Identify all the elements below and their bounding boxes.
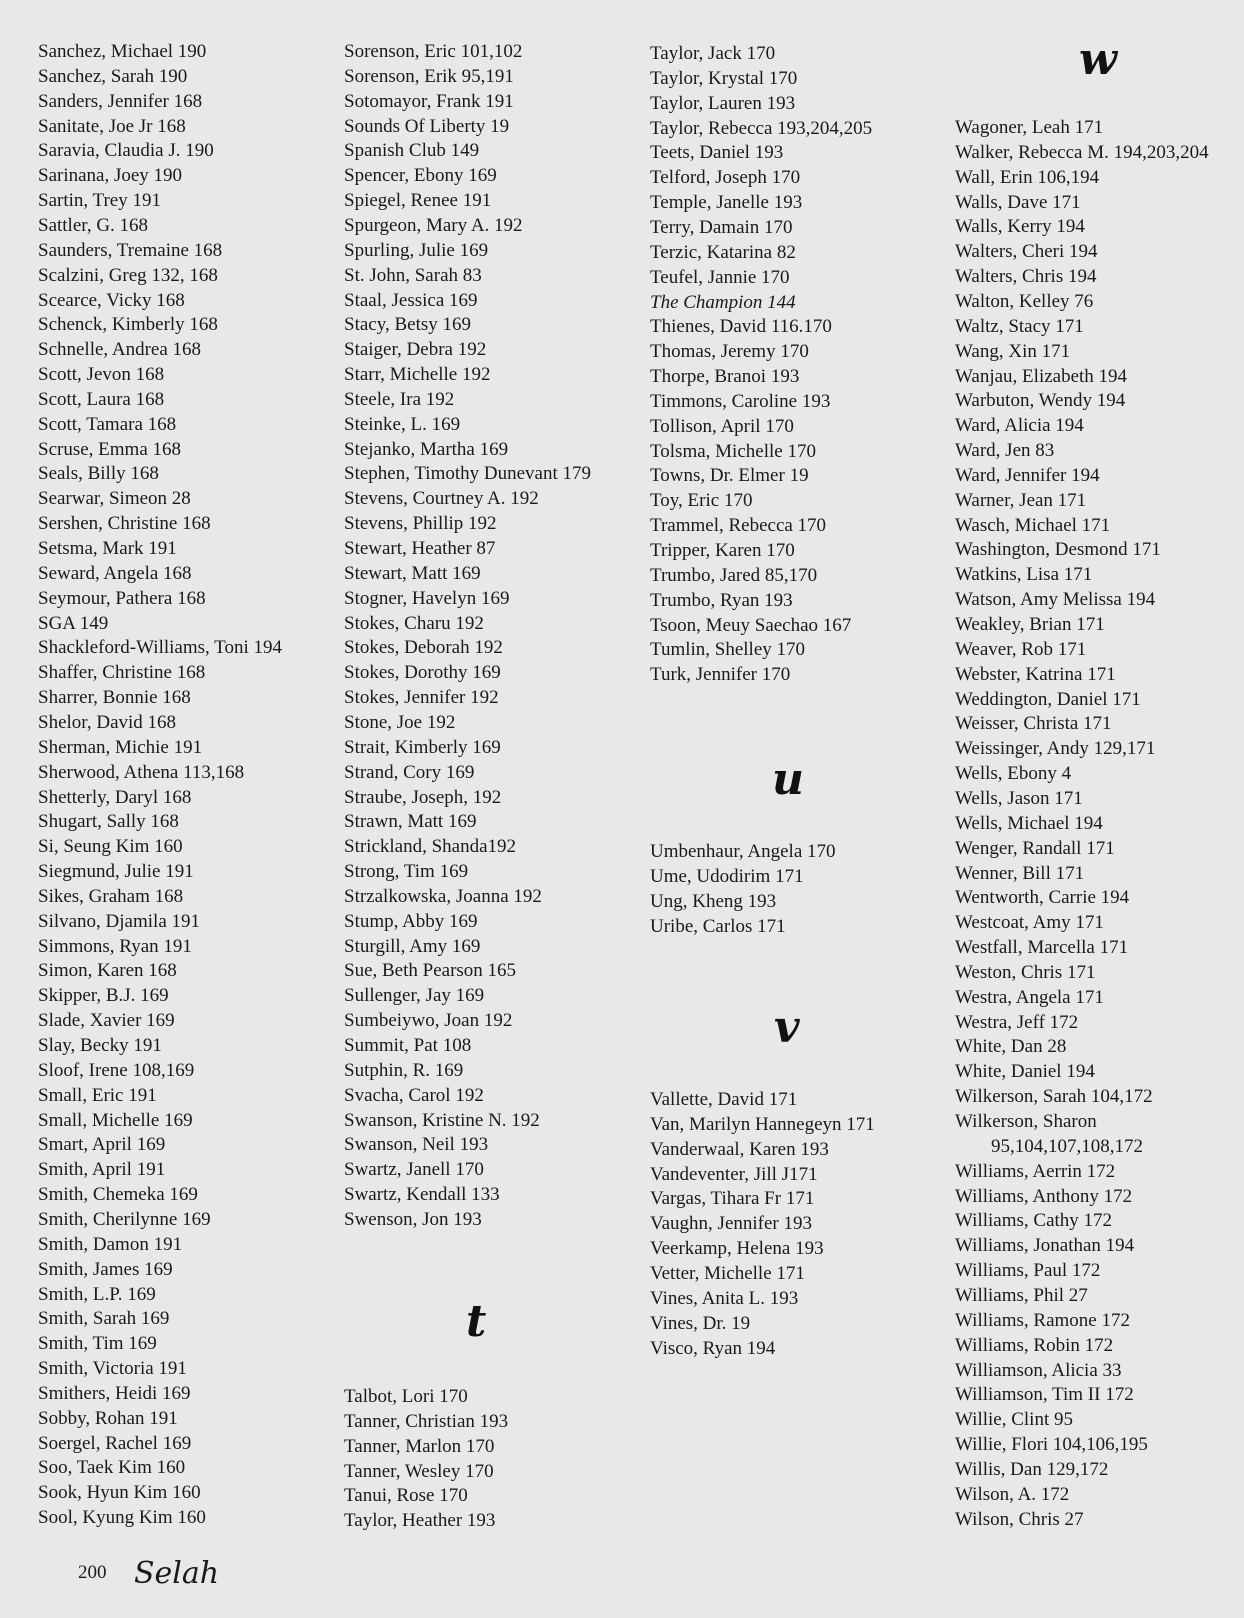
index-entry: Wells, Michael 194 bbox=[955, 812, 1103, 834]
index-entry: Wang, Xin 171 bbox=[955, 340, 1071, 362]
index-entry: The Champion 144 bbox=[650, 291, 796, 313]
index-entry: Wagoner, Leah 171 bbox=[955, 117, 1104, 138]
index-entry: Timmons, Caroline 193 bbox=[650, 390, 831, 412]
index-entry: Setsma, Mark 191 bbox=[38, 538, 177, 559]
index-entry: Wenger, Randall 171 bbox=[955, 837, 1115, 859]
index-entry: Stewart, Matt 169 bbox=[344, 562, 481, 584]
index-entry: Trammel, Rebecca 170 bbox=[650, 515, 827, 537]
index-entry: Shetterly, Daryl 168 bbox=[38, 786, 192, 808]
index-entry: Tumlin, Shelley 170 bbox=[650, 639, 806, 661]
index-entry: Stogner, Havelyn 169 bbox=[344, 587, 510, 609]
index-entry: Wenner, Bill 171 bbox=[955, 862, 1085, 884]
index-entry: Weissinger, Andy 129,171 bbox=[955, 738, 1156, 760]
index-entry: Ward, Jennifer 194 bbox=[955, 464, 1100, 486]
index-entry: Thomas, Jeremy 170 bbox=[650, 341, 809, 363]
index-entry: Sumbeiywo, Joan 192 bbox=[344, 1010, 513, 1032]
index-entry: Slay, Becky 191 bbox=[38, 1035, 162, 1056]
index-entry: Swartz, Kendall 133 bbox=[344, 1184, 500, 1206]
index-entry: Temple, Janelle 193 bbox=[650, 192, 803, 214]
index-entry: White, Dan 28 bbox=[955, 1036, 1067, 1058]
index-entry: Williams, Anthony 172 bbox=[955, 1185, 1133, 1207]
index-entry: Straube, Joseph, 192 bbox=[344, 786, 502, 808]
index-entry: Weaver, Rob 171 bbox=[955, 638, 1087, 660]
index-entry: Saravia, Claudia J. 190 bbox=[38, 140, 214, 162]
index-entry: Sherwood, Athena 113,168 bbox=[38, 761, 245, 783]
index-entry: Summit, Pat 108 bbox=[344, 1035, 472, 1056]
index-entry: Staal, Jessica 169 bbox=[344, 289, 478, 311]
index-entry: Towns, Dr. Elmer 19 bbox=[650, 465, 809, 487]
index-entry: Vargas, Tihara Fr 171 bbox=[650, 1188, 815, 1210]
index-entry: Terzic, Katarina 82 bbox=[650, 241, 796, 263]
index-entry: Wells, Jason 171 bbox=[955, 787, 1083, 809]
index-entry: Wasch, Michael 171 bbox=[955, 514, 1111, 536]
index-entry: Scott, Laura 168 bbox=[38, 388, 165, 410]
index-entry: Tanui, Rose 170 bbox=[344, 1485, 468, 1507]
index-entry: Vaughn, Jennifer 193 bbox=[650, 1213, 812, 1235]
index-entry: Sharrer, Bonnie 168 bbox=[38, 687, 191, 709]
index-entry: Watson, Amy Melissa 194 bbox=[955, 589, 1156, 611]
index-entry: Stone, Joe 192 bbox=[344, 711, 456, 733]
index-entry: Smith, James 169 bbox=[38, 1258, 173, 1280]
index-entry: Sanders, Jennifer 168 bbox=[38, 90, 203, 112]
index-entry: Simon, Karen 168 bbox=[38, 960, 177, 982]
index-entry: Tolsma, Michelle 170 bbox=[650, 440, 816, 462]
index-entry: Walls, Kerry 194 bbox=[955, 216, 1085, 238]
index-entry: Smith, Damon 191 bbox=[38, 1233, 183, 1255]
index-entry: Umbenhaur, Angela 170 bbox=[650, 841, 836, 862]
index-entry: Tsoon, Meuy Saechao 167 bbox=[650, 614, 852, 636]
index-entry: Sanchez, Sarah 190 bbox=[38, 65, 188, 87]
index-entry: Trumbo, Jared 85,170 bbox=[650, 564, 818, 586]
index-entry: Williams, Robin 172 bbox=[955, 1334, 1114, 1356]
index-entry: Sherman, Michie 191 bbox=[38, 736, 203, 758]
index-entry: Wilson, A. 172 bbox=[955, 1483, 1070, 1505]
index-entry: Vines, Anita L. 193 bbox=[650, 1287, 799, 1309]
publication-title: Selah bbox=[134, 1556, 220, 1591]
index-entry: Swenson, Jon 193 bbox=[344, 1208, 482, 1230]
section-letter: w bbox=[1079, 34, 1117, 85]
index-entry: Tanner, Wesley 170 bbox=[344, 1460, 494, 1482]
index-entry: Tollison, April 170 bbox=[650, 415, 794, 437]
index-entry: Vetter, Michelle 171 bbox=[650, 1262, 805, 1284]
index-entry: Tripper, Karen 170 bbox=[650, 540, 795, 561]
index-entry: Scruse, Emma 168 bbox=[38, 438, 182, 460]
index-entry: Smith, Tim 169 bbox=[38, 1333, 157, 1355]
index-entry: Sullenger, Jay 169 bbox=[344, 985, 485, 1007]
index-entry: Soo, Taek Kim 160 bbox=[38, 1457, 186, 1479]
index-entry: Warbuton, Wendy 194 bbox=[955, 390, 1126, 412]
index-entry: Sutphin, R. 169 bbox=[344, 1059, 464, 1081]
index-entry: Sanitate, Joe Jr 168 bbox=[38, 115, 186, 137]
index-entry: Strzalkowska, Joanna 192 bbox=[344, 885, 542, 907]
index-entry: Ung, Kheng 193 bbox=[650, 890, 777, 912]
index-entry: Wentworth, Carrie 194 bbox=[955, 887, 1130, 909]
index-entry: Spurling, Julie 169 bbox=[344, 239, 489, 261]
index-entry: Small, Michelle 169 bbox=[38, 1109, 193, 1131]
index-entry: Willie, Clint 95 bbox=[955, 1409, 1073, 1431]
index-entry: Sturgill, Amy 169 bbox=[344, 935, 481, 957]
index-entry: Vanderwaal, Karen 193 bbox=[650, 1138, 829, 1160]
index-entry: Scalzini, Greg 132, 168 bbox=[38, 264, 218, 286]
index-entry: Tanner, Christian 193 bbox=[344, 1410, 509, 1432]
index-entry: Van, Marilyn Hannegeyn 171 bbox=[650, 1113, 875, 1135]
index-entry: Walton, Kelley 76 bbox=[955, 290, 1094, 312]
index-entry: Strong, Tim 169 bbox=[344, 861, 469, 883]
index-entry: Spanish Club 149 bbox=[344, 140, 480, 162]
index-entry: Wilkerson, Sarah 104,172 bbox=[955, 1086, 1153, 1108]
index-entry: Taylor, Lauren 193 bbox=[650, 92, 796, 114]
index-entry: Stokes, Jennifer 192 bbox=[344, 687, 499, 709]
index-entry: Williams, Aerrin 172 bbox=[955, 1160, 1116, 1182]
index-entry: Staiger, Debra 192 bbox=[344, 339, 487, 361]
index-entry: Scott, Tamara 168 bbox=[38, 413, 177, 435]
index-entry: Sobby, Rohan 191 bbox=[38, 1407, 178, 1429]
index-entry: Weddington, Daniel 171 bbox=[955, 688, 1141, 710]
index-entry: Warner, Jean 171 bbox=[955, 489, 1087, 511]
index-entry: Stevens, Phillip 192 bbox=[344, 513, 497, 535]
index-entry: Ward, Alicia 194 bbox=[955, 415, 1084, 437]
index-entry: Taylor, Heather 193 bbox=[344, 1510, 496, 1532]
index-entry: White, Daniel 194 bbox=[955, 1061, 1095, 1083]
index-entry: Strand, Cory 169 bbox=[344, 761, 475, 783]
index-entry: Sikes, Graham 168 bbox=[38, 885, 184, 907]
index-entry: Walters, Chris 194 bbox=[955, 266, 1097, 288]
index-entry: Sartin, Trey 191 bbox=[38, 190, 161, 212]
index-entry: Westra, Angela 171 bbox=[955, 986, 1104, 1008]
index-entry: Soergel, Rachel 169 bbox=[38, 1432, 192, 1454]
index-entry: Shelor, David 168 bbox=[38, 711, 177, 733]
index-entry: Shugart, Sally 168 bbox=[38, 811, 179, 833]
index-entry: Saunders, Tremaine 168 bbox=[38, 239, 223, 261]
index-entry: Smith, Victoria 191 bbox=[38, 1358, 187, 1380]
index-entry: Sloof, Irene 108,169 bbox=[38, 1059, 195, 1081]
index-entry: Willie, Flori 104,106,195 bbox=[955, 1434, 1148, 1456]
index-entry: Seward, Angela 168 bbox=[38, 562, 192, 584]
index-entry: Smith, L.P. 169 bbox=[38, 1283, 156, 1305]
index-entry: Seals, Billy 168 bbox=[38, 463, 159, 485]
index-entry: Starr, Michelle 192 bbox=[344, 364, 491, 386]
index-entry: Svacha, Carol 192 bbox=[344, 1084, 484, 1106]
index-entry: Smith, Chemeka 169 bbox=[38, 1184, 198, 1206]
index-entry: Sarinana, Joey 190 bbox=[38, 165, 183, 187]
index-entry: Vallette, David 171 bbox=[650, 1089, 798, 1110]
index-entry: Stokes, Dorothy 169 bbox=[344, 662, 501, 684]
index-entry: Williamson, Alicia 33 bbox=[955, 1359, 1122, 1381]
index-entry: Small, Eric 191 bbox=[38, 1084, 157, 1106]
index-entry: Ward, Jen 83 bbox=[955, 440, 1055, 462]
index-entry: Westcoat, Amy 171 bbox=[955, 912, 1104, 934]
index-entry: Steele, Ira 192 bbox=[344, 388, 455, 410]
index-entry: Toy, Eric 170 bbox=[650, 490, 753, 512]
index-entry: Waltz, Stacy 171 bbox=[955, 315, 1084, 337]
index-entry: Sue, Beth Pearson 165 bbox=[344, 960, 517, 982]
index-entry: Skipper, B.J. 169 bbox=[38, 985, 169, 1007]
index-entry: Seymour, Pathera 168 bbox=[38, 587, 206, 609]
index-entry: Tanner, Marlon 170 bbox=[344, 1435, 495, 1457]
index-entry: Wilson, Chris 27 bbox=[955, 1508, 1084, 1530]
index-entry: St. John, Sarah 83 bbox=[344, 264, 482, 286]
index-entry: Stokes, Deborah 192 bbox=[344, 637, 503, 659]
index-entry: Stacy, Betsy 169 bbox=[344, 314, 472, 336]
index-entry: Scearce, Vicky 168 bbox=[38, 289, 185, 311]
index-entry: Stewart, Heather 87 bbox=[344, 538, 496, 559]
index-entry: Terry, Damain 170 bbox=[650, 216, 793, 238]
index-entry: Wanjau, Elizabeth 194 bbox=[955, 365, 1128, 387]
index-entry: Telford, Joseph 170 bbox=[650, 167, 801, 189]
index-entry: Sool, Kyung Kim 160 bbox=[38, 1507, 206, 1529]
index-entry: Smith, Cherilynne 169 bbox=[38, 1208, 211, 1230]
index-entry: Webster, Katrina 171 bbox=[955, 663, 1116, 685]
index-entry: Simmons, Ryan 191 bbox=[38, 935, 192, 957]
index-entry: Strait, Kimberly 169 bbox=[344, 736, 501, 758]
index-entry: Thienes, David 116.170 bbox=[650, 316, 832, 338]
index-entry: Schenck, Kimberly 168 bbox=[38, 314, 218, 336]
index-entry: Weisser, Christa 171 bbox=[955, 713, 1112, 735]
index-entry: Walls, Dave 171 bbox=[955, 191, 1081, 213]
index-entry: Stump, Abby 169 bbox=[344, 910, 478, 932]
index-entry: Wilkerson, Sharon bbox=[955, 1111, 1097, 1132]
index-entry: Willis, Dan 129,172 bbox=[955, 1458, 1109, 1480]
index-entry: Schnelle, Andrea 168 bbox=[38, 339, 202, 361]
index-entry: Turk, Jennifer 170 bbox=[650, 664, 791, 686]
index-entry: Si, Seung Kim 160 bbox=[38, 836, 183, 858]
index-entry: Stephen, Timothy Dunevant 179 bbox=[344, 463, 592, 485]
index-entry: Taylor, Krystal 170 bbox=[650, 67, 798, 89]
index-entry: Williamson, Tim II 172 bbox=[955, 1384, 1134, 1406]
index-entry: Swartz, Janell 170 bbox=[344, 1159, 484, 1181]
index-entry: Strawn, Matt 169 bbox=[344, 811, 477, 833]
index-entry: Ume, Udodirim 171 bbox=[650, 865, 804, 887]
index-entry: Stejanko, Martha 169 bbox=[344, 438, 509, 460]
index-entry: Westfall, Marcella 171 bbox=[955, 937, 1129, 959]
index-entry: Smith, April 191 bbox=[38, 1159, 166, 1181]
index-entry: Sorenson, Eric 101,102 bbox=[344, 41, 523, 62]
index-entry: Sattler, G. 168 bbox=[38, 214, 149, 236]
index-entry: Strickland, Shanda192 bbox=[344, 836, 517, 858]
index-entry: Weakley, Brian 171 bbox=[955, 614, 1105, 635]
index-entry: Watkins, Lisa 171 bbox=[955, 564, 1093, 586]
section-letter: u bbox=[772, 754, 804, 805]
index-entry: SGA 149 bbox=[38, 612, 109, 634]
index-entry: Uribe, Carlos 171 bbox=[650, 915, 786, 937]
index-entry: Walker, Rebecca M. 194,203,204 bbox=[955, 141, 1209, 163]
index-entry: Westra, Jeff 172 bbox=[955, 1011, 1079, 1033]
index-entry: Shackleford-Williams, Toni 194 bbox=[38, 637, 282, 659]
index-entry: Williams, Ramone 172 bbox=[955, 1309, 1130, 1331]
section-letter: t bbox=[466, 1296, 487, 1347]
index-entry: Williams, Paul 172 bbox=[955, 1260, 1101, 1282]
index-entry: Teets, Daniel 193 bbox=[650, 142, 784, 164]
index-entry: Williams, Phil 27 bbox=[955, 1284, 1088, 1306]
index-entry: Sanchez, Michael 190 bbox=[38, 41, 207, 62]
index-entry: Weston, Chris 171 bbox=[955, 961, 1096, 983]
index-entry: Spurgeon, Mary A. 192 bbox=[344, 214, 523, 236]
index-entry: Stevens, Courtney A. 192 bbox=[344, 488, 539, 510]
page-number: 200 bbox=[78, 1562, 107, 1583]
index-entry: Silvano, Djamila 191 bbox=[38, 910, 201, 932]
index-entry: Steinke, L. 169 bbox=[344, 413, 461, 435]
index-entry: Sook, Hyun Kim 160 bbox=[38, 1482, 201, 1504]
index-entry: Vines, Dr. 19 bbox=[650, 1312, 751, 1334]
index-entry: Shaffer, Christine 168 bbox=[38, 662, 206, 684]
index-entry: Sorenson, Erik 95,191 bbox=[344, 65, 514, 87]
index-entry: Smart, April 169 bbox=[38, 1134, 166, 1156]
index-entry: 95,104,107,108,172 bbox=[991, 1135, 1143, 1157]
index-entry: Taylor, Jack 170 bbox=[650, 43, 776, 64]
index-entry: Siegmund, Julie 191 bbox=[38, 861, 194, 883]
section-letter: v bbox=[774, 1002, 800, 1053]
index-entry: Teufel, Jannie 170 bbox=[650, 266, 790, 288]
index-entry: Scott, Jevon 168 bbox=[38, 364, 165, 386]
index-entry: Spiegel, Renee 191 bbox=[344, 190, 492, 212]
index-entry: Smith, Sarah 169 bbox=[38, 1308, 170, 1330]
index-entry: Wall, Erin 106,194 bbox=[955, 166, 1100, 188]
index-entry: Searwar, Simeon 28 bbox=[38, 488, 191, 510]
index-entry: Stokes, Charu 192 bbox=[344, 612, 484, 634]
index-entry: Spencer, Ebony 169 bbox=[344, 165, 497, 187]
index-entry: Vandeventer, Jill J171 bbox=[650, 1163, 818, 1185]
index-entry: Trumbo, Ryan 193 bbox=[650, 589, 793, 611]
index-entry: Swanson, Kristine N. 192 bbox=[344, 1109, 540, 1131]
index-entry: Walters, Cheri 194 bbox=[955, 241, 1098, 263]
index-entry: Williams, Cathy 172 bbox=[955, 1210, 1113, 1232]
index-entry: Thorpe, Branoi 193 bbox=[650, 366, 800, 388]
index-entry: Sershen, Christine 168 bbox=[38, 513, 211, 535]
index-entry: Visco, Ryan 194 bbox=[650, 1337, 776, 1359]
index-entry: Washington, Desmond 171 bbox=[955, 539, 1161, 561]
index-entry: Slade, Xavier 169 bbox=[38, 1010, 175, 1032]
index-entry: Wells, Ebony 4 bbox=[955, 763, 1072, 785]
index-entry: Sounds Of Liberty 19 bbox=[344, 115, 510, 137]
index-entry: Williams, Jonathan 194 bbox=[955, 1235, 1135, 1257]
index-entry: Talbot, Lori 170 bbox=[344, 1386, 468, 1407]
index-entry: Sotomayor, Frank 191 bbox=[344, 90, 514, 112]
index-entry: Veerkamp, Helena 193 bbox=[650, 1238, 824, 1260]
index-entry: Taylor, Rebecca 193,204,205 bbox=[650, 117, 873, 139]
index-entry: Swanson, Neil 193 bbox=[344, 1134, 489, 1156]
index-entry: Smithers, Heidi 169 bbox=[38, 1382, 191, 1404]
